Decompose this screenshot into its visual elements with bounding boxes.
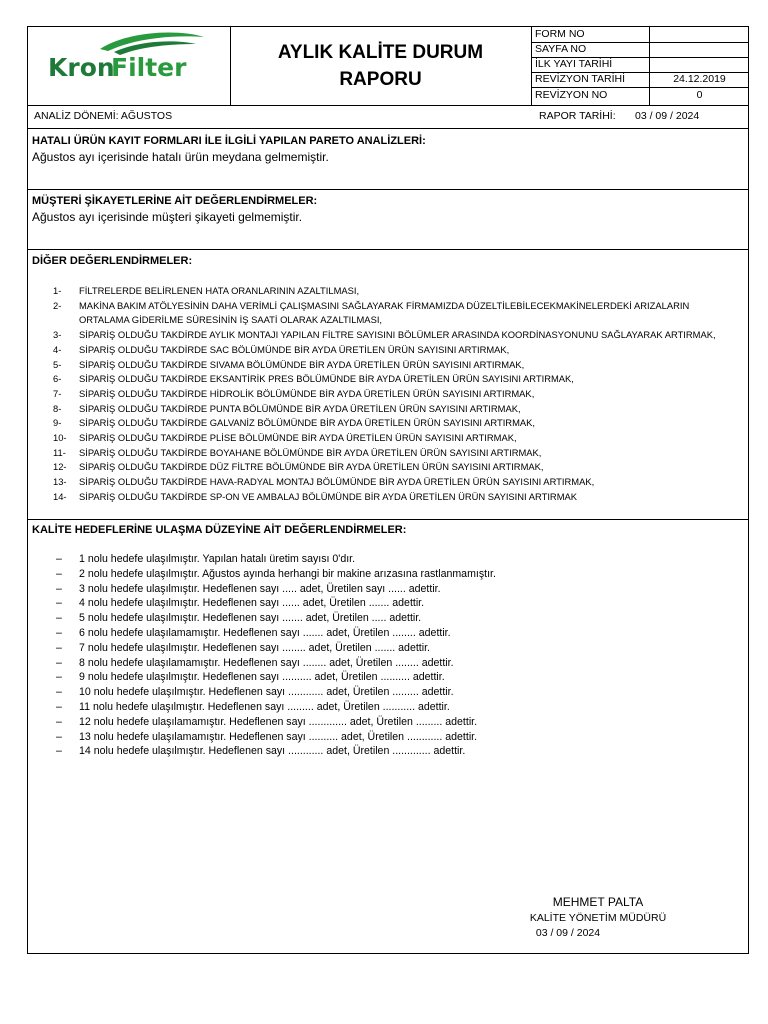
form-meta-table [532, 27, 748, 105]
kronfilter-logo-icon [28, 27, 230, 105]
complaints-text: Ağustos ayı içerisinde müşteri şikayeti gelmemiştir. [32, 210, 303, 224]
signature-title: KALİTE YÖNETİM MÜDÜRÜ [529, 912, 667, 924]
analysis-period: ANALİZ DÖNEMİ: AĞUSTOS [34, 110, 173, 122]
meta-label: İLK YAYI TARİHİ [535, 58, 613, 70]
meta-row-first-issue [532, 57, 748, 73]
signature-name: MEHMET PALTA [552, 895, 644, 909]
meta-label: REVİZYON NO [535, 89, 608, 101]
meta-value: 24.12.2019 [673, 73, 726, 85]
meta-value: 0 [696, 89, 703, 101]
report-title [230, 27, 532, 105]
pareto-section [28, 129, 748, 190]
logo-kron-text: Kron [48, 53, 115, 82]
report-date: 03 / 09 / 2024 [635, 110, 700, 122]
report-title-line1: AYLIK KALİTE DURUM [277, 42, 484, 63]
goals-heading: KALİTE HEDEFLERİNE ULAŞMA DÜZEYİNE AİT DEĞERLENDİRMELER: [32, 524, 407, 536]
pareto-heading: HATALI ÜRÜN KAYIT FORMLARI İLE İLGİLİ YAPILAN PARETO ANALİZLERİ: [32, 135, 426, 147]
pareto-text: Ağustos ayı içerisinde hatalı ürün meydana gelmemiştir. [32, 150, 329, 164]
complaints-section [28, 189, 748, 250]
complaints-heading: MÜŞTERİ ŞİKAYETLERİNE AİT DEĞERLENDİRMELER: [32, 195, 318, 207]
meta-label: SAYFA NO [535, 43, 587, 55]
form-header [28, 27, 748, 106]
other-evaluations-section: DİĞER DEĞERLENDİRMELER: 1- FİLTRELERDE BELİRLENEN HATA ORANLARININ AZALTILMASI, 2- MAKİNA BAKIM ATÖLYESİNİN DAHA VERİMLİ ÇALIŞMASINI SAĞLAYARAK FİRMAMIZDA DÜZELTİLEBİLECEKMAKİNELERDEKİ ARIZALARIN ORTALAMA GİDERİLME SÜRESİNİN İŞ SAATİ OLARAK AZALTILMASI, 3- SİPARİŞ OLDUĞU TAKDİRDE AYLIK MONTAJI YAPILAN FİLTRE SAYISINI BÖLÜMLER ARASINDA KOORDİNASYONUNU SAĞLAYARAK ARTIRMAK, 4- SİPARİŞ OLDUĞU TAKDİRDE SAC BÖLÜMÜNDE BİR AYDA ÜRETİLEN ÜRÜN SAYISINI ARTIRMAK, 5- SİPARİŞ OLDUĞU TAKDİRDE SIVAMA BÖLÜMÜNDE BİR AYDA ÜRETİLEN ÜRÜN SAYISINI ARTIRMAK, 6- SİPARİŞ OLDUĞU TAKDİRDE EKSANTİRİK PRES BÖLÜMÜNDE BİR AYDA ÜRETİLEN ÜRÜN SAYISINI ARTIRMAK, 7- SİPARİŞ OLDUĞU TAKDİRDE HİDROLİK BÖLÜMÜNDE BİR AYDA ÜRETİLEN ÜRÜN SAYISINI ARTIRMAK, 8- SİPARİŞ OLDUĞU TAKDİRDE PUNTA BÖLÜMÜNDE BİR AYDA ÜRETİLEN ÜRÜN SAYISINI ARTIRMAK, 9- SİPARİŞ OLDUĞU TAKDİRDE GALVANİZ BÖLÜMÜNDE BİR AYDA ÜRETİLEN ÜRÜN SAYISINI ARTIRMAK, 10- SİPARİŞ OLDUĞU TAKDİRDE PLİSE BÖLÜMÜNDE BİR AYDA ÜRETİLEN ÜRÜN SAYISINI ARTIRMAK, 11- SİPARİŞ OLDUĞU TAKDİRDE BOYAHANE BÖLÜMÜNDE BİR AYDA ÜRETİLEN ÜRÜN SAYISINI ARTIRMAK, 12- SİPARİŞ OLDUĞU TAKDİRDE DÜZ FİLTRE BÖLÜMÜNDE BİR AYDA ÜRETİLEN ÜRÜN SAYISINI ARTIRMAK, 13- SİPARİŞ OLDUĞU TAKDİRDE HAVA-RADYAL MONTAJ BÖLÜMÜNDE BİR AYDA ÜRETİLEN ÜRÜN SAYISINI ARTIRMAK, 14- SİPARİŞ OLDUĞU TAKDİRDE SP-ON VE AMBALAJ BÖLÜMÜNDE BİR AYDA ÜRETİLEN ÜRÜN SAYISINI ARTIRMAK [28, 249, 748, 520]
meta-row-page-no [532, 42, 748, 58]
meta-label: REVİZYON TARİHİ [535, 73, 626, 85]
quality-goals-section: KALİTE HEDEFLERİNE ULAŞMA DÜZEYİNE AİT DEĞERLENDİRMELER: – 1 nolu hedefe ulaşılmıştır. Yapılan hatalı üretim sayısı 0'dır. – 2 nolu hedefe ulaşılmıştır. Ağustos ayında herhangi bir makine arızasına rastlanmamıştır. – 3 nolu hedefe ulaşılmıştır. Hedeflenen sayı ..... adet, Üretilen sayı ...... adettir. – 4 nolu hedefe ulaşılmıştır. Hedeflenen sayı ...... adet, Üretilen ....... adettir. – 5 nolu hedefe ulaşılmıştır. Hedeflenen sayı ....... adet, Üretilen ..... adettir. – 6 nolu hedefe ulaşılamamıştır. Hedeflenen sayı ....... adet, Üretilen ........ adettir. – 7 nolu hedefe ulaşılmıştır. Hedeflenen sayı ........ adet, Üretilen ....... adettir. – 8 nolu hedefe ulaşılamamıştır. Hedeflenen sayı ........ adet, Üretilen ........ adettir. – 9 nolu hedefe ulaşılmıştır. Hedeflenen sayı .......... adet, Üretilen .......... adettir. – 10 nolu hedefe ulaşılmıştır. Hedeflenen sayı ............ adet, Üretilen ......... adettir. – 11 nolu hedefe ulaşılmıştır. Hedeflenen sayı ......... adet, Üretilen ........... adettir. – 12 nolu hedefe ulaşılamamıştır. Hedeflenen sayı ............. adet, Üretilen ......... adettir. – 13 nolu hedefe ulaşılamamıştır. Hedeflenen sayı .......... adet, Üretilen ............ adettir. – 14 nolu hedefe ulaşılmıştır. Hedeflenen sayı ............ adet, Üretilen ............. adettir. MEHMET PALTA KALİTE YÖNETİM MÜDÜRÜ 03 / 09 / 2024 [28, 519, 748, 953]
signature-date: 03 / 09 / 2024 [535, 927, 601, 939]
report-date-label: RAPOR TARİHİ: [539, 110, 616, 122]
meta-label: FORM NO [535, 28, 585, 40]
company-logo [28, 27, 231, 105]
other-heading: DİĞER DEĞERLENDİRMELER: [32, 255, 193, 267]
report-title-line2: RAPORU [339, 69, 422, 90]
meta-row-revision-no [532, 88, 748, 103]
logo-filter-text: Filter [111, 53, 187, 82]
report-form [27, 26, 749, 954]
period-row [28, 105, 748, 129]
meta-row-form-no [532, 27, 748, 43]
meta-row-revision-date [532, 72, 748, 88]
